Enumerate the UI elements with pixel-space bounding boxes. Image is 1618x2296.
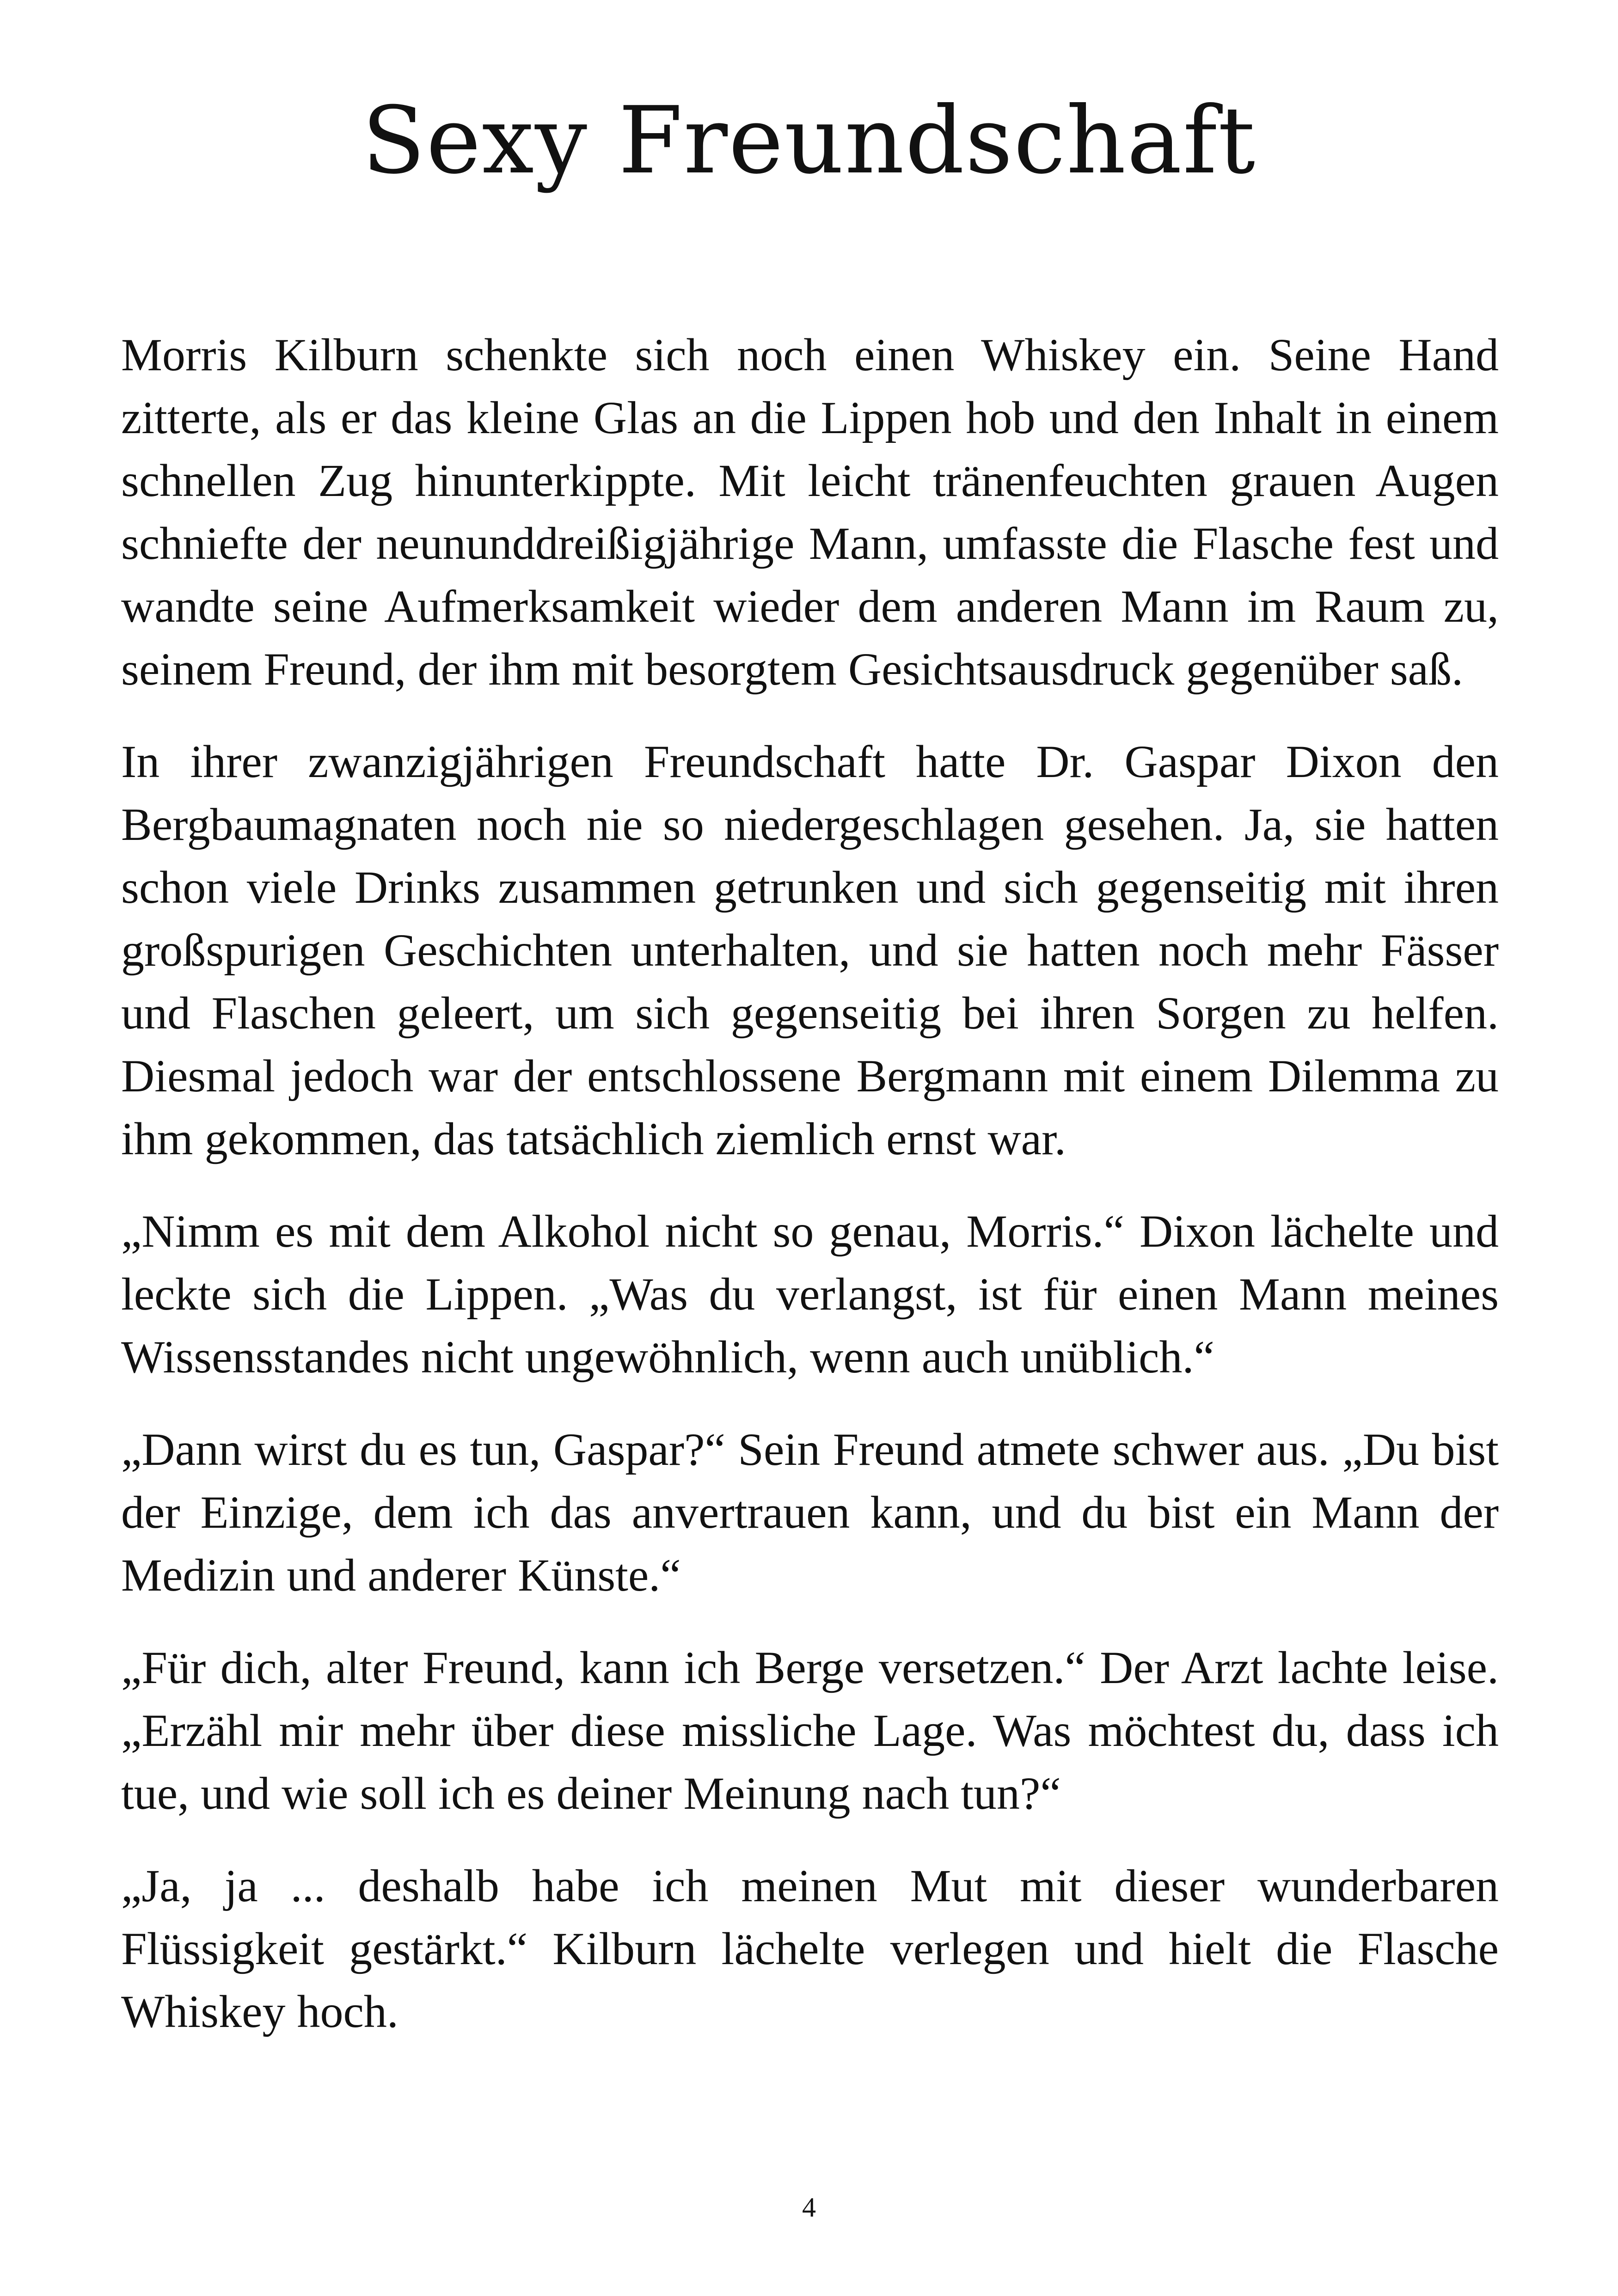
paragraph-6: „Ja, ja ... deshalb habe ich meinen Mut mit dieser wunderbaren Flüssigkeit gestärkt.“ Kilburn lächelte verlegen und hielt die Flasche Whiskey hoch. bbox=[121, 1860, 1499, 2037]
page-title: Sexy Freundschaft bbox=[362, 87, 1256, 195]
paragraph-5: „Für dich, alter Freund, kann ich Berge versetzen.“ Der Arzt lachte leise. „Erzähl mir mehr über diese missliche Lage. Was möchtest du, dass ich tue, und wie soll ich es deiner Meinung nach tun?“ bbox=[121, 1642, 1499, 1819]
paragraph-4: „Dann wirst du es tun, Gaspar?“ Sein Freund atmete schwer aus. „Du bist der Einzige, dem ich das anvertrauen kann, und du bist ein Mann der Medizin und anderer Künste.“ bbox=[121, 1424, 1499, 1601]
page-number: 4 bbox=[802, 2192, 816, 2223]
paragraph-1: Morris Kilburn schenkte sich noch einen Whiskey ein. Seine Hand zitterte, als er das kleine Glas an die Lippen hob und den Inhalt in einem schnellen Zug hinunterkippte. Mit leicht tränenfeuchten grauen Augen schniefte der neununddreißigjährige Mann, umfasste die Flasche fest und wandte seine Aufmerksamkeit wieder dem anderen Mann im Raum zu, seinem Freund, der ihm mit besorgtem Gesichtsausdruck gegenüber saß. bbox=[121, 329, 1499, 695]
paragraph-3: „Nimm es mit dem Alkohol nicht so genau, Morris.“ Dixon lächelte und leckte sich die Lippen. „Was du verlangst, ist für einen Mann meines Wissensstandes nicht ungewöhnlich, wenn auch unüblich.“ bbox=[121, 1206, 1499, 1383]
body-text bbox=[121, 324, 1499, 2073]
paragraph-2: In ihrer zwanzigjährigen Freundschaft hatte Dr. Gaspar Dixon den Bergbaumagnaten noch nie so niedergeschlagen gesehen. Ja, sie hatten schon viele Drinks zusammen getrunken und sich gegenseitig mit ihren großspurigen Geschichten unterhalten, und sie hatten noch mehr Fässer und Flaschen geleert, um sich gegenseitig bei ihren Sorgen zu helfen. Diesmal jedoch war der entschlossene Bergmann mit einem Dilemma zu ihm gekommen, das tatsächlich ziemlich ernst war. bbox=[121, 736, 1499, 1164]
